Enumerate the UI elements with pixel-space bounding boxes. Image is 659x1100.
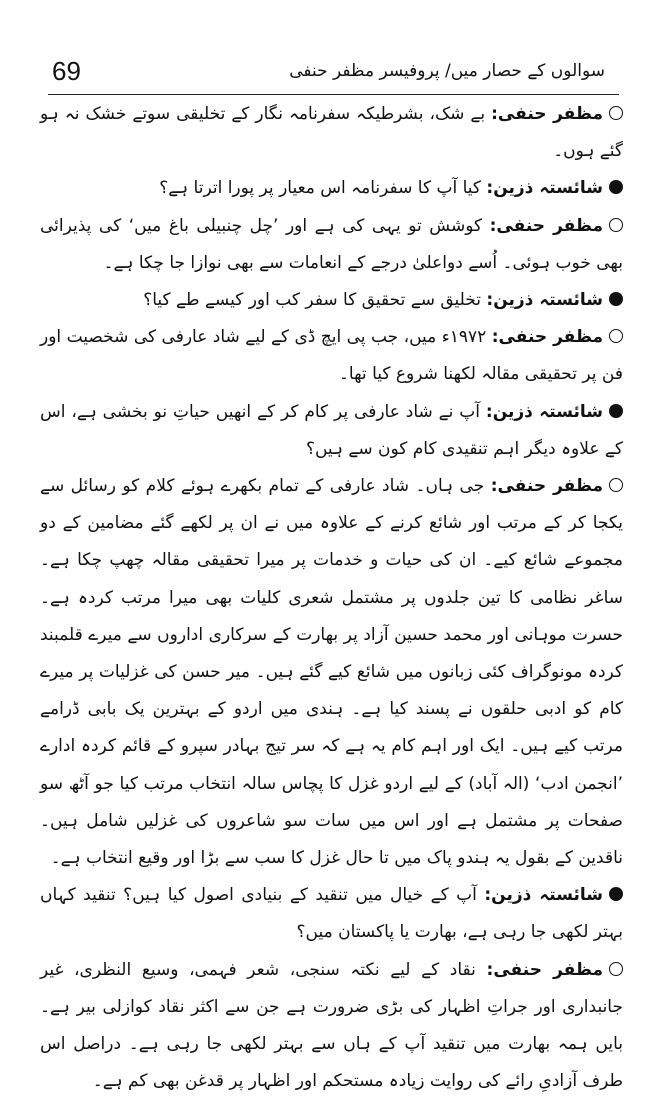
speaker-name: مظفر حنفی:	[490, 476, 603, 497]
question-marker-icon	[609, 887, 623, 901]
answer-entry	[40, 468, 623, 877]
speaker-name: شائستہ ذزین:	[486, 290, 603, 311]
question-entry	[40, 877, 623, 951]
entry-text: نقاد کے لیے نکتہ سنجی، شعر فہمی، وسیع النظری، غیر جانبداری اور جراتِ اظہار کی بڑی ضرورت ہے جن سے اکثر نقاد کوازلی بیر ہے۔ بایں ہمہ بھارت میں تنقید آپ کے ہاں سے بہتر لکھی جا رہی ہے۔ دراصل اس طرف آزادیِ رائے کی روایت زیادہ مستحکم اور اظہار پر قدغن بھی کم ہے۔	[40, 959, 623, 1092]
question-marker-icon	[609, 292, 623, 306]
question-entry	[40, 282, 623, 319]
answer-entry	[40, 96, 623, 170]
entry-text: آپ کے خیال میں تنقید کے بنیادی اصول کیا ہیں؟ تنقید کہاں بہتر لکھی جا رہی ہے، بھارت یا پاکستان میں؟	[40, 885, 623, 943]
speaker-name: مظفر حنفی:	[491, 327, 603, 348]
speaker-name: شائستہ ذزین:	[484, 885, 604, 906]
running-title: سوالوں کے حصار میں/ پروفیسر مظفر حنفی	[289, 61, 605, 81]
speaker-name: مظفر حنفی:	[491, 104, 603, 124]
answer-marker-icon	[609, 106, 623, 120]
answer-entry	[40, 952, 623, 1100]
interview-text	[40, 96, 623, 1100]
speaker-name: مظفر حنفی:	[489, 215, 603, 236]
answer-marker-icon	[609, 962, 623, 976]
answer-marker-icon	[609, 329, 623, 343]
question-marker-icon	[609, 404, 623, 418]
answer-entry	[40, 208, 623, 282]
answer-marker-icon	[609, 218, 623, 232]
question-entry	[40, 394, 623, 468]
question-marker-icon	[609, 180, 623, 194]
header-rule	[48, 94, 619, 95]
entry-text: بے شک، بشرطیکہ سفرنامہ نگار کے تخلیقی سوتے خشک نہ ہو گئے ہوں۔	[40, 104, 623, 162]
entry-text: آپ نے شاد عارفی پر کام کر کے انھیں حیاتِ نو بخشی ہے، اس کے علاوہ دیگر اہم تنقیدی کام کون سے ہیں؟	[40, 401, 623, 459]
answer-marker-icon	[609, 478, 623, 492]
answer-entry	[40, 319, 623, 393]
entry-text: کیا آپ کا سفرنامہ اس معیار پر پورا اترتا ہے؟	[159, 178, 487, 199]
page-number: 69	[52, 56, 81, 86]
speaker-name: شائستہ ذزین:	[486, 178, 603, 199]
question-entry	[40, 170, 623, 207]
entry-text: کوشش تو یہی کی ہے اور ’چل چنبیلی باغ میں‘ کی پذیرائی بھی خوب ہوئی۔ اُسے دواعلیٰ درجے کے انعامات سے بھی نوازا جا چکا ہے۔	[40, 215, 623, 273]
entry-text: تخلیق سے تحقیق کا سفر کب اور کیسے طے کیا؟	[143, 290, 487, 311]
speaker-name: مظفر حنفی:	[486, 959, 603, 980]
speaker-name: شائستہ ذزین:	[485, 401, 603, 422]
entry-text: ۱۹۷۲ء میں، جب پی ایچ ڈی کے لیے شاد عارفی کی شخصیت اور فن پر تحقیقی مقالہ لکھنا شروع کیا تھا۔	[40, 327, 623, 385]
entry-text: جی ہاں۔ شاد عارفی کے تمام بکھرے ہوئے کلام کو رسائل سے یکجا کر کے مرتب اور شائع کرنے کے علاوہ میں نے ان پر لکھے گئے مضامین کے دو مجموعے شائع کیے۔ ان کی حیات و خدمات پر میرا تحقیقی مقالہ چھپ چکا ہے۔ ساغر نظامی کا تین جلدوں پر مشتمل شعری کلیات بھی میرا مرتب کردہ ہے۔ حسرت موہانی اور محمد حسین آزاد پر بھارت کے سرکاری اداروں سے میرے قلمبند کردہ مونوگراف کئی زبانوں میں شائع کیے گئے ہیں۔ میر حسن کی غزلیات پر میرے کام کو ادبی حلقوں نے پسند کیا ہے۔ ہندی میں اردو کے بہترین یک بابی ڈرامے مرتب کیے ہیں۔ ایک اور اہم کام یہ ہے کہ سر تیج بہادر سپرو کے قائم کردہ ادارے ’انجمن ادب‘ (الہ آباد) کے لیے اردو غزل کا پچاس سالہ انتخاب مرتب کیا جو آٹھ سو صفحات پر مشتمل ہے اور اس میں سات سو شاعروں کی غزلیں شامل ہیں۔ ناقدین کے بقول یہ ہندو پاک میں تا حال غزل کا سب سے بڑا اور وقیع انتخاب ہے۔	[40, 476, 623, 869]
